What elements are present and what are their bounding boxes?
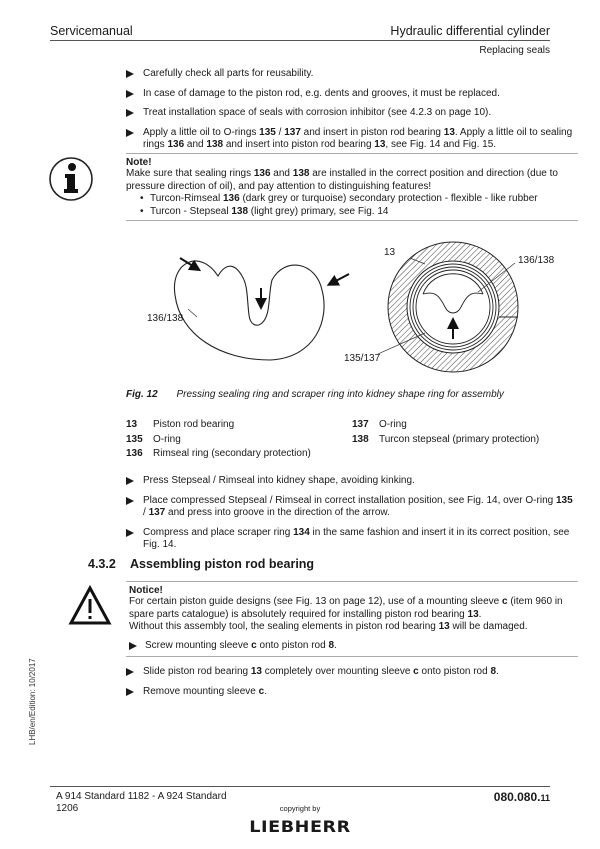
notice-body: For certain piston guide designs (see Fig. 13 on page 12), use of a mounting sleeve c (item 960 in spare parts catalogue) is absolutely required for installing piston rod bearing 13. Without this assembly tool, the sealing elements in piston rod bearing 13 will be damaged. — [129, 596, 563, 632]
legend-item: 13 Piston rod bearing — [126, 419, 235, 430]
section-number: 4.3.2 — [88, 557, 116, 571]
step-arrow-icon — [126, 90, 134, 98]
footer-model-line1: A 914 Standard 1182 - A 924 Standard — [56, 791, 227, 802]
step-arrow-icon — [129, 642, 137, 650]
figure-number: Fig. 12 — [126, 389, 158, 400]
figure-caption — [126, 389, 504, 400]
instruction-step: Place compressed Stepseal / Rimseal in correct installation position, see Fig. 14, over O-ring 135 / 137 and press into groove in the direction of the arrow. — [126, 495, 578, 520]
step-arrow-icon — [126, 529, 134, 537]
notice-title: Notice! — [129, 585, 163, 596]
edition-side-text: LHB/en/Edition: 10/2017 — [28, 658, 37, 745]
footer-page-number: 080.080.11 — [493, 790, 550, 804]
instruction-step: In case of damage to the piston rod, e.g. dents and grooves, it must be replaced. — [126, 88, 578, 101]
header-divider — [50, 40, 550, 41]
footer-copyright: copyright by — [279, 804, 321, 813]
note-box — [126, 157, 578, 218]
figure-label-135-137: 135/137 — [344, 353, 381, 364]
note-title: Note! — [126, 157, 152, 168]
notice-step — [129, 640, 581, 653]
step-arrow-icon — [126, 668, 134, 676]
steps-bottom-list — [126, 666, 578, 705]
legend-item: 136 Rimseal ring (secondary protection) — [126, 448, 311, 459]
figure-label-136-138-left: 136/138 — [147, 313, 184, 324]
instruction-step: Apply a little oil to O-rings 135 / 137 and insert in piston rod bearing 13. Apply a little oil to sealing rings 136 and 138 and insert into piston rod bearing 13, see Fig. 14 and Fig. 15. — [126, 127, 578, 152]
note-top-divider — [126, 153, 578, 154]
steps-top-list — [126, 68, 578, 159]
header-chapter-title: Hydraulic differential cylinder — [390, 24, 550, 38]
step-arrow-icon — [126, 109, 134, 117]
instruction-step: Compress and place scraper ring 134 in the same fashion and insert it in its correct position, see Fig. 14. — [126, 527, 578, 552]
legend-item: 135 O-ring — [126, 433, 181, 445]
step-arrow-icon — [126, 477, 134, 485]
legend-right — [352, 418, 582, 447]
figure-12 — [120, 240, 590, 375]
step-arrow-icon — [126, 688, 134, 696]
instruction-step: Press Stepseal / Rimseal into kidney shape, avoiding kinking. — [126, 475, 578, 488]
section-title: Assembling piston rod bearing — [130, 557, 315, 571]
footer-divider — [50, 786, 550, 787]
figure-caption-text: Pressing sealing ring and scraper ring into kidney shape ring for assembly — [176, 389, 504, 400]
note-bullet-list — [126, 193, 578, 218]
instruction-step: Slide piston rod bearing 13 completely over mounting sleeve c onto piston rod 8. — [126, 666, 578, 679]
notice-bottom-divider — [126, 656, 578, 657]
footer-model-line2: 1206 — [56, 803, 79, 814]
step-arrow-icon — [126, 497, 134, 505]
note-body: Make sure that sealing rings 136 and 138 are installed in the correct position and direction (due to pressure direction of oil), and pay attention to distinguishing features! — [126, 168, 558, 192]
note-bottom-divider — [126, 220, 578, 221]
notice-step-text: Screw mounting sleeve c onto piston rod 8. — [145, 639, 337, 651]
step-arrow-icon — [126, 129, 134, 137]
instruction-step: Remove mounting sleeve c. — [126, 686, 578, 699]
legend-item: 138 Turcon stepseal (primary protection) — [352, 433, 540, 445]
info-icon — [48, 156, 94, 202]
notice-top-divider — [126, 581, 578, 582]
step-arrow-icon — [126, 70, 134, 78]
legend-item: 137 O-ring — [352, 419, 407, 430]
section-heading — [88, 557, 314, 571]
steps-middle-list — [126, 475, 578, 559]
liebherr-logo: LIEBHERR — [249, 817, 351, 836]
notice-box — [129, 585, 581, 652]
figure-label-136-138-right: 136/138 — [518, 255, 555, 266]
header-manual-title: Servicemanual — [50, 24, 133, 38]
instruction-step: Carefully check all parts for reusability. — [126, 68, 578, 81]
note-bullet-item: • Turcon-Rimseal 136 (dark grey or turquoise) secondary protection - flexible - like rubber — [140, 193, 578, 206]
instruction-step: Treat installation space of seals with corrosion inhibitor (see 4.2.3 on page 10). — [126, 107, 578, 120]
figure-label-13: 13 — [384, 247, 396, 258]
header-subtitle: Replacing seals — [479, 45, 550, 56]
legend-left — [126, 418, 356, 462]
note-bullet-item: • Turcon - Stepseal 138 (light grey) primary, see Fig. 14 — [140, 206, 578, 219]
warning-icon — [68, 585, 112, 627]
